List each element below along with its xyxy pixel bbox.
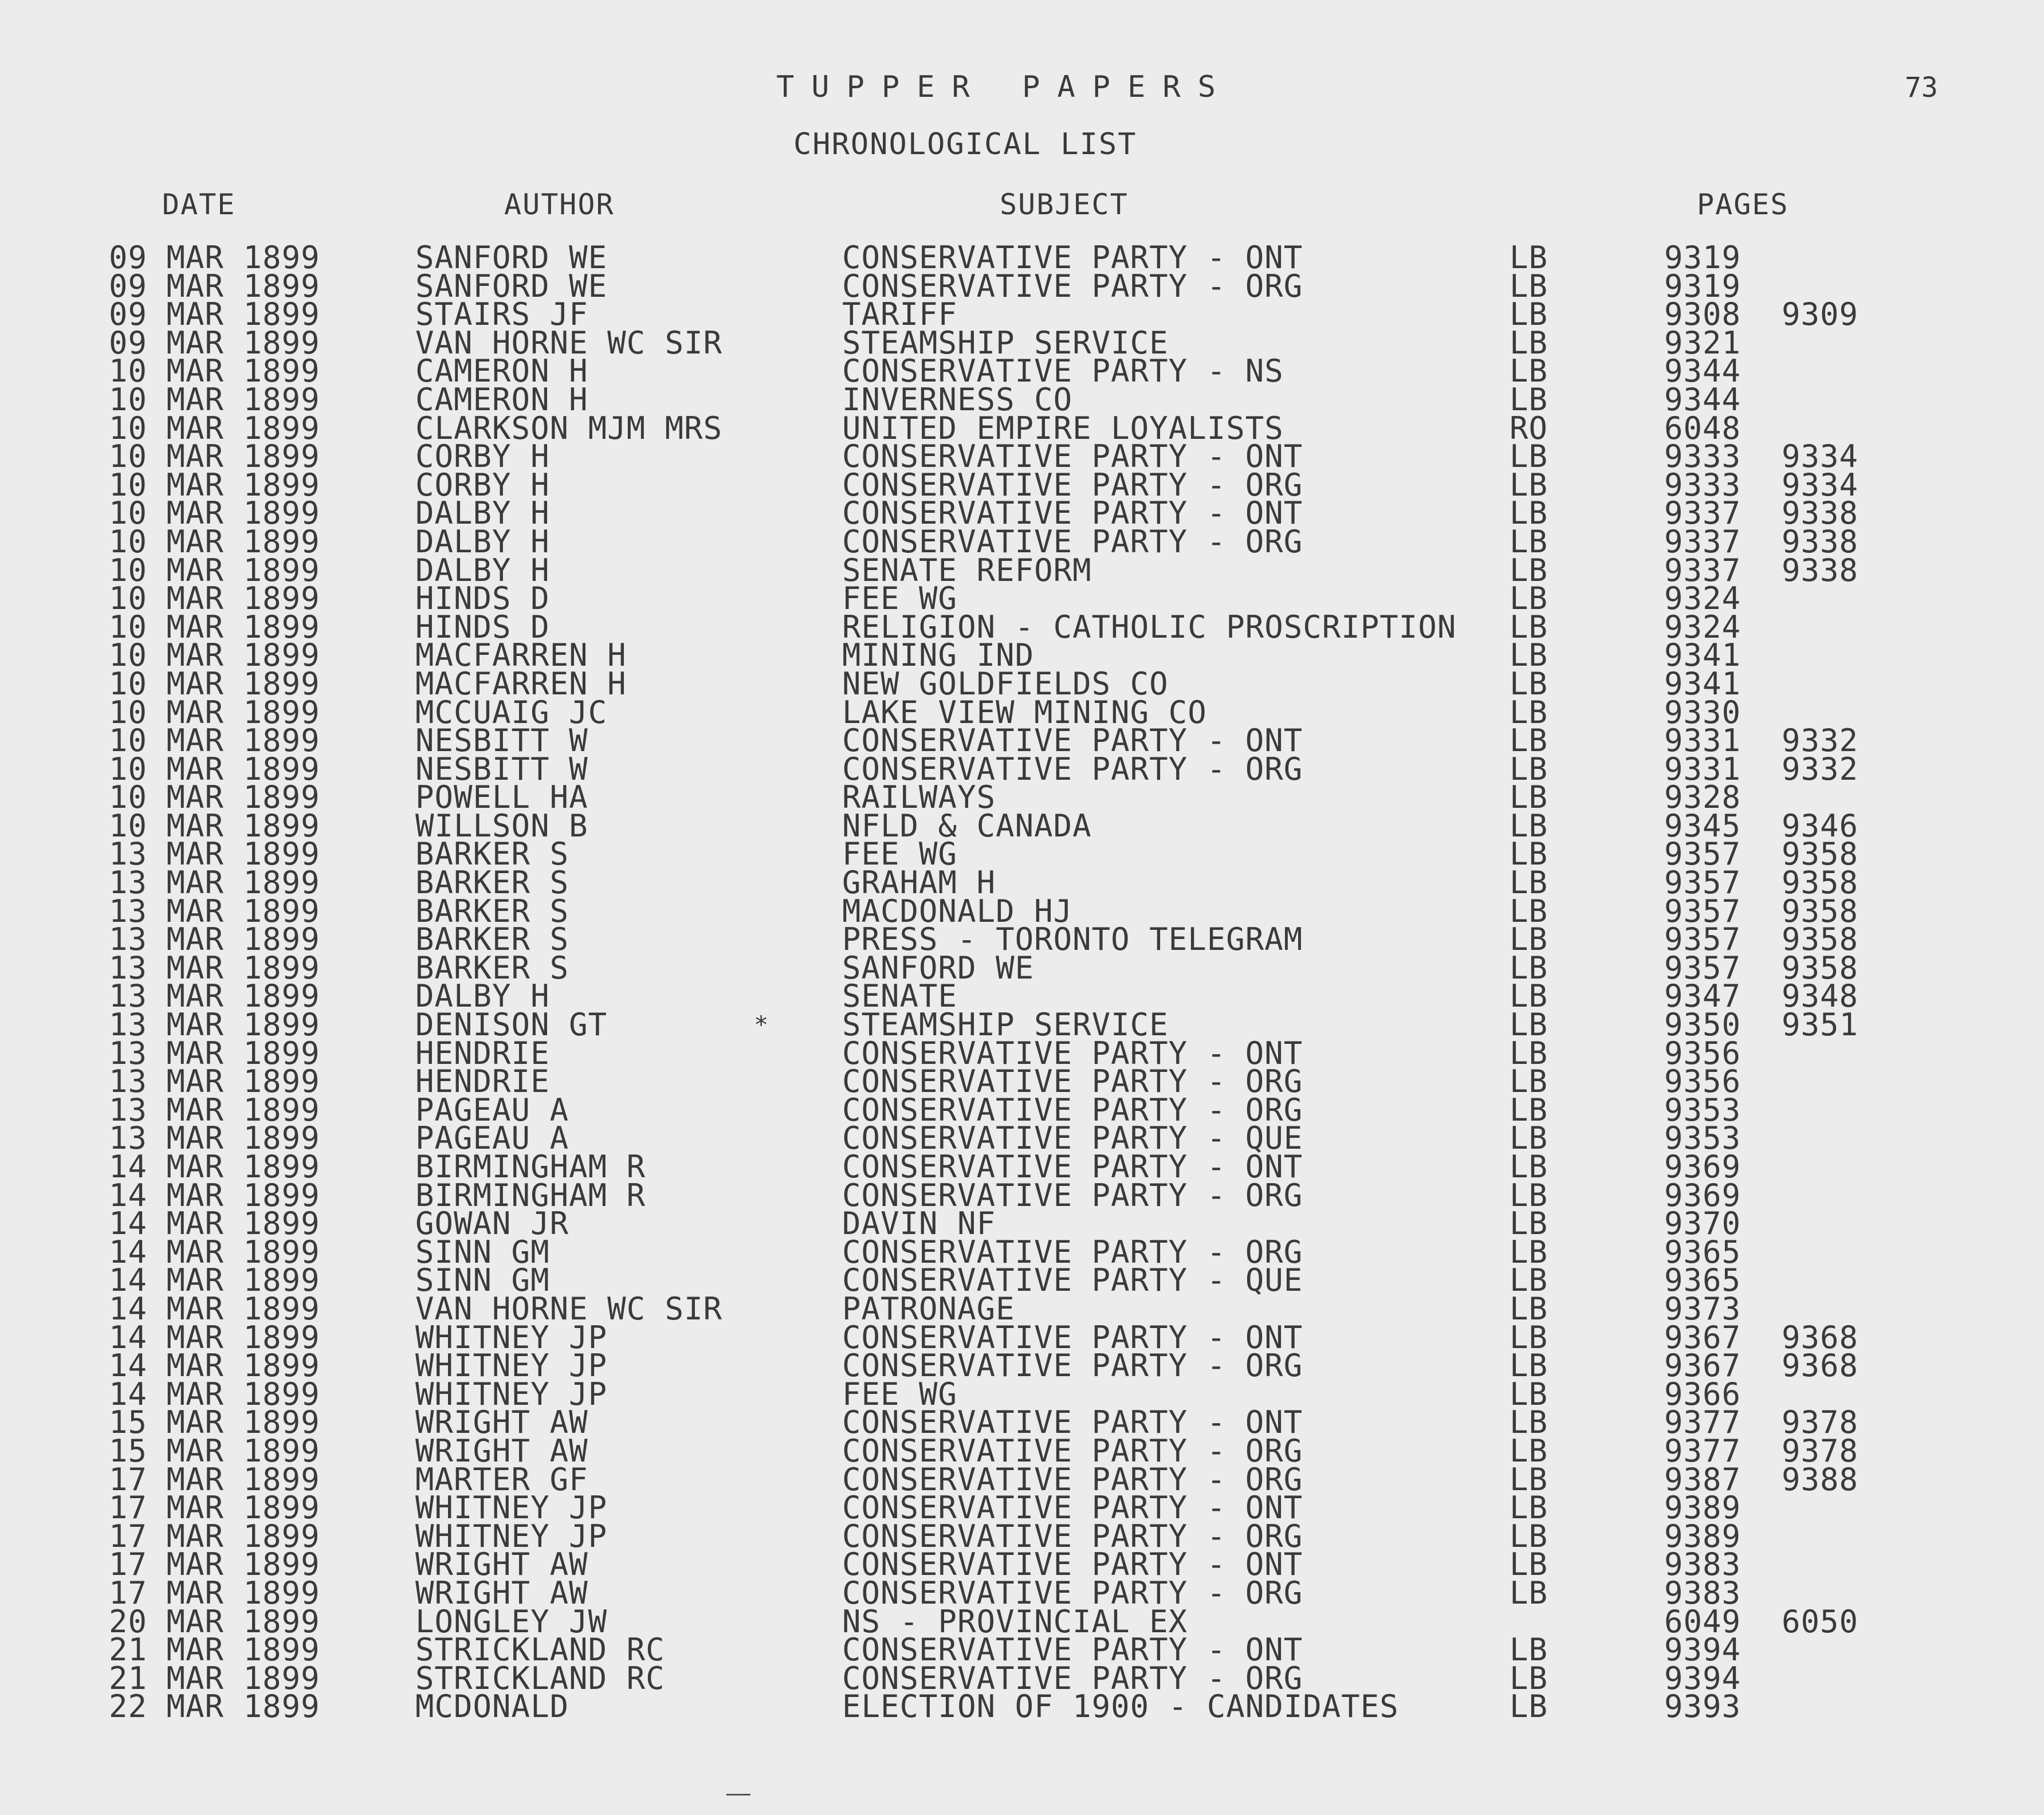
- entry-subject: CONSERVATIVE PARTY - ONT: [842, 239, 1303, 276]
- entry-subject: DAVIN NF: [842, 1205, 996, 1242]
- entry-date: 10 MAR 1899: [109, 523, 320, 560]
- entry-date: 21 MAR 1899: [109, 1660, 320, 1696]
- entry-subject: CONSERVATIVE PARTY - ORG: [842, 1348, 1303, 1384]
- entry-author: WRIGHT AW: [415, 1404, 588, 1441]
- entry-date: 09 MAR 1899: [109, 324, 320, 361]
- entry-date: 17 MAR 1899: [109, 1574, 320, 1611]
- entry-subject: SANFORD WE: [842, 949, 1035, 986]
- entry-subject: CONSERVATIVE PARTY - ONT: [842, 495, 1303, 532]
- entry-page-start: 9324: [1664, 608, 1742, 645]
- entry-author: NESBITT W: [415, 751, 588, 787]
- entry-page-end: 6050: [1782, 1603, 1859, 1640]
- entry-page-start: 9365: [1664, 1262, 1742, 1299]
- entry-page-end: 9338: [1782, 552, 1859, 588]
- entry-date: 13 MAR 1899: [109, 1091, 320, 1128]
- entry-page-start: 9345: [1664, 807, 1742, 844]
- entry-subject: CONSERVATIVE PARTY - ORG: [842, 1660, 1303, 1696]
- entry-page-end: 9338: [1782, 495, 1859, 532]
- entry-author: CAMERON H: [415, 381, 588, 418]
- entry-subject: FEE WG: [842, 1376, 958, 1412]
- entry-code: LB: [1510, 1035, 1548, 1071]
- entry-subject: MINING IND: [842, 637, 1035, 674]
- entry-page-start: 9324: [1664, 580, 1742, 617]
- entry-page-start: 9377: [1664, 1404, 1742, 1441]
- entry-author: BARKER S: [415, 836, 569, 873]
- entry-code: LB: [1510, 580, 1548, 617]
- entry-page-start: 9350: [1664, 1007, 1742, 1043]
- entry-subject: RELIGION - CATHOLIC PROSCRIPTION: [842, 608, 1457, 645]
- entry-author: MCCUAIG JC: [415, 694, 608, 730]
- entry-author: LONGLEY JW: [415, 1603, 608, 1640]
- entry-author: WRIGHT AW: [415, 1574, 588, 1611]
- entry-code: LB: [1510, 1461, 1548, 1498]
- entry-code: LB: [1510, 353, 1548, 390]
- entry-code: LB: [1510, 1233, 1548, 1270]
- entry-date: 14 MAR 1899: [109, 1376, 320, 1412]
- entry-subject: CONSERVATIVE PARTY - ORG: [842, 268, 1303, 304]
- entry-code: LB: [1510, 665, 1548, 702]
- entry-date: 13 MAR 1899: [109, 921, 320, 958]
- entry-page-start: 9369: [1664, 1177, 1742, 1213]
- entry-author: MACFARREN H: [415, 665, 627, 702]
- entry-author: PAGEAU A: [415, 1091, 569, 1128]
- entry-page-start: 9387: [1664, 1461, 1742, 1498]
- entry-author: STRICKLAND RC: [415, 1632, 665, 1668]
- entry-page-start: 9369: [1664, 1149, 1742, 1185]
- entry-page-start: 9333: [1664, 438, 1742, 475]
- entry-date: 14 MAR 1899: [109, 1262, 320, 1299]
- entry-author: WHITNEY JP: [415, 1518, 608, 1554]
- entry-subject: RAILWAYS: [842, 779, 996, 816]
- entry-author: BARKER S: [415, 865, 569, 901]
- entry-code: LB: [1510, 1063, 1548, 1100]
- entry-code: LB: [1510, 807, 1548, 844]
- entry-code: LB: [1510, 1660, 1548, 1696]
- entry-code: LB: [1510, 324, 1548, 361]
- entry-date: 13 MAR 1899: [109, 1035, 320, 1071]
- entry-code: LB: [1510, 1432, 1548, 1469]
- entry-code: LB: [1510, 438, 1548, 475]
- entry-subject: GRAHAM H: [842, 865, 996, 901]
- entry-page-start: 9367: [1664, 1319, 1742, 1356]
- entry-page-start: 9357: [1664, 921, 1742, 958]
- entry-subject: FEE WG: [842, 580, 958, 617]
- entry-author: MARTER GF: [415, 1461, 588, 1498]
- entry-date: 10 MAR 1899: [109, 410, 320, 446]
- entry-page-end: 9358: [1782, 949, 1859, 986]
- entry-page-start: 9344: [1664, 381, 1742, 418]
- entry-page-end: 9348: [1782, 978, 1859, 1015]
- entry-page-start: 9383: [1664, 1546, 1742, 1583]
- column-header-author: AUTHOR: [504, 188, 615, 221]
- entry-code: LB: [1510, 1348, 1548, 1384]
- entry-date: 14 MAR 1899: [109, 1149, 320, 1185]
- entry-code: LB: [1510, 1632, 1548, 1668]
- entry-subject: CONSERVATIVE PARTY - ONT: [842, 722, 1303, 759]
- entry-page-start: 9370: [1664, 1205, 1742, 1242]
- entry-page-start: 9393: [1664, 1688, 1742, 1725]
- entry-author: CLARKSON MJM MRS: [415, 410, 723, 446]
- entry-page-end: 9332: [1782, 722, 1859, 759]
- entry-subject: CONSERVATIVE PARTY - ORG: [842, 1233, 1303, 1270]
- entry-page-end: 9351: [1782, 1007, 1859, 1043]
- entry-code: LB: [1510, 779, 1548, 816]
- entry-code: LB: [1510, 1376, 1548, 1412]
- entry-code: LB: [1510, 239, 1548, 276]
- entry-page-start: 9308: [1664, 296, 1742, 333]
- entry-code: LB: [1510, 1177, 1548, 1213]
- entry-page-start: 9347: [1664, 978, 1742, 1015]
- entry-subject: NEW GOLDFIELDS CO: [842, 665, 1169, 702]
- entry-date: 10 MAR 1899: [109, 495, 320, 532]
- entry-subject: CONSERVATIVE PARTY - ORG: [842, 1461, 1303, 1498]
- entry-author: HINDS D: [415, 580, 550, 617]
- entry-author: DENISON GT: [415, 1007, 608, 1043]
- entry-page-start: 9353: [1664, 1120, 1742, 1157]
- entry-date: 13 MAR 1899: [109, 893, 320, 929]
- entry-page-start: 9337: [1664, 552, 1742, 588]
- entry-date: 10 MAR 1899: [109, 665, 320, 702]
- entry-author: MACFARREN H: [415, 637, 627, 674]
- entry-page-start: 9394: [1664, 1632, 1742, 1668]
- entry-subject: CONSERVATIVE PARTY - ORG: [842, 523, 1303, 560]
- entry-author: VAN HORNE WC SIR: [415, 324, 723, 361]
- entry-date: 10 MAR 1899: [109, 438, 320, 475]
- entry-page-end: 9388: [1782, 1461, 1859, 1498]
- entry-date: 10 MAR 1899: [109, 637, 320, 674]
- entry-date: 10 MAR 1899: [109, 381, 320, 418]
- entry-page-start: 9389: [1664, 1518, 1742, 1554]
- entry-subject: NFLD & CANADA: [842, 807, 1092, 844]
- entry-date: 10 MAR 1899: [109, 608, 320, 645]
- entry-page-start: 9357: [1664, 893, 1742, 929]
- entry-code: LB: [1510, 978, 1548, 1015]
- entry-code: LB: [1510, 1518, 1548, 1554]
- entry-author: SINN GM: [415, 1262, 550, 1299]
- entry-code: LB: [1510, 466, 1548, 503]
- page-number: 73: [1905, 72, 1938, 104]
- entry-subject: STEAMSHIP SERVICE: [842, 1007, 1169, 1043]
- entry-code: LB: [1510, 1490, 1548, 1526]
- entry-subject: CONSERVATIVE PARTY - ONT: [842, 1632, 1303, 1668]
- entry-subject: CONSERVATIVE PARTY - QUE: [842, 1262, 1303, 1299]
- entry-code: RO: [1510, 410, 1548, 446]
- entry-code: LB: [1510, 1290, 1548, 1327]
- entry-subject: CONSERVATIVE PARTY - ONT: [842, 438, 1303, 475]
- entry-subject: SENATE REFORM: [842, 552, 1092, 588]
- entry-author: WHITNEY JP: [415, 1348, 608, 1384]
- entry-page-start: 9377: [1664, 1432, 1742, 1469]
- entry-date: 14 MAR 1899: [109, 1205, 320, 1242]
- entry-subject: PATRONAGE: [842, 1290, 1015, 1327]
- entry-code: LB: [1510, 1149, 1548, 1185]
- entry-date: 15 MAR 1899: [109, 1432, 320, 1469]
- entry-subject: CONSERVATIVE PARTY - ORG: [842, 1177, 1303, 1213]
- entry-subject: NS - PROVINCIAL EX: [842, 1603, 1188, 1640]
- entry-page-start: 9394: [1664, 1660, 1742, 1696]
- entry-page-start: 9344: [1664, 353, 1742, 390]
- entry-author: STAIRS JF: [415, 296, 588, 333]
- entry-page-end: 9368: [1782, 1348, 1859, 1384]
- entry-subject: CONSERVATIVE PARTY - ORG: [842, 1518, 1303, 1554]
- entry-page-end: 9309: [1782, 296, 1859, 333]
- entry-subject: CONSERVATIVE PARTY - ONT: [842, 1404, 1303, 1441]
- entry-date: 17 MAR 1899: [109, 1490, 320, 1526]
- entry-author: POWELL HA: [415, 779, 588, 816]
- entry-date: 21 MAR 1899: [109, 1632, 320, 1668]
- entry-code: LB: [1510, 523, 1548, 560]
- entry-date: 09 MAR 1899: [109, 239, 320, 276]
- entry-code: LB: [1510, 694, 1548, 730]
- entry-page-start: 9321: [1664, 324, 1742, 361]
- entry-date: 13 MAR 1899: [109, 1063, 320, 1100]
- entry-code: LB: [1510, 1262, 1548, 1299]
- entry-author: DALBY H: [415, 523, 550, 560]
- entry-date: 10 MAR 1899: [109, 580, 320, 617]
- entry-subject: PRESS - TORONTO TELEGRAM: [842, 921, 1303, 958]
- entry-code: LB: [1510, 865, 1548, 901]
- entry-author: HENDRIE: [415, 1063, 550, 1100]
- entry-date: 13 MAR 1899: [109, 949, 320, 986]
- entry-code: LB: [1510, 1120, 1548, 1157]
- entry-page-end: 9378: [1782, 1404, 1859, 1441]
- entry-author: WRIGHT AW: [415, 1432, 588, 1469]
- entry-date: 10 MAR 1899: [109, 694, 320, 730]
- entry-subject: FEE WG: [842, 836, 958, 873]
- entry-date: 14 MAR 1899: [109, 1290, 320, 1327]
- entry-author: CAMERON H: [415, 353, 588, 390]
- entry-author: GOWAN JR: [415, 1205, 569, 1242]
- entry-date: 14 MAR 1899: [109, 1233, 320, 1270]
- entry-page-start: 9337: [1664, 495, 1742, 532]
- entry-author: CORBY H: [415, 466, 550, 503]
- entry-author: SINN GM: [415, 1233, 550, 1270]
- entry-author: WRIGHT AW: [415, 1546, 588, 1583]
- entry-date: 10 MAR 1899: [109, 722, 320, 759]
- entry-page-end: 9334: [1782, 438, 1859, 475]
- entry-code: LB: [1510, 637, 1548, 674]
- entry-date: 10 MAR 1899: [109, 466, 320, 503]
- entry-page-start: 6049: [1664, 1603, 1742, 1640]
- entry-page-start: 9357: [1664, 836, 1742, 873]
- entry-code: LB: [1510, 949, 1548, 986]
- entry-subject: SENATE: [842, 978, 958, 1015]
- chronological-list: [0, 239, 2044, 1725]
- entry-page-end: 9338: [1782, 523, 1859, 560]
- entry-page-start: 9341: [1664, 637, 1742, 674]
- entry-page-start: 9366: [1664, 1376, 1742, 1412]
- entry-code: LB: [1510, 381, 1548, 418]
- entry-author: SANFORD WE: [415, 239, 608, 276]
- entry-author: WHITNEY JP: [415, 1319, 608, 1356]
- entry-subject: CONSERVATIVE PARTY - ONT: [842, 1319, 1303, 1356]
- entry-code: LB: [1510, 722, 1548, 759]
- entry-page-start: 9319: [1664, 239, 1742, 276]
- entry-page-end: 9368: [1782, 1319, 1859, 1356]
- entry-author: DALBY H: [415, 978, 550, 1015]
- entry-code: LB: [1510, 1546, 1548, 1583]
- entry-author: WHITNEY JP: [415, 1490, 608, 1526]
- entry-subject: CONSERVATIVE PARTY - ORG: [842, 466, 1303, 503]
- entry-code: LB: [1510, 495, 1548, 532]
- entry-subject: CONSERVATIVE PARTY - ORG: [842, 751, 1303, 787]
- entry-author: DALBY H: [415, 495, 550, 532]
- entry-author: BIRMINGHAM R: [415, 1149, 646, 1185]
- entry-code: LB: [1510, 836, 1548, 873]
- entry-page-start: 9356: [1664, 1035, 1742, 1071]
- entry-page-start: 9337: [1664, 523, 1742, 560]
- entry-code: LB: [1510, 296, 1548, 333]
- entry-date: 10 MAR 1899: [109, 779, 320, 816]
- entry-date: 13 MAR 1899: [109, 1120, 320, 1157]
- entry-subject: CONSERVATIVE PARTY - ORG: [842, 1432, 1303, 1469]
- entry-subject: CONSERVATIVE PARTY - ORG: [842, 1574, 1303, 1611]
- entry-subject: ELECTION OF 1900 - CANDIDATES: [842, 1688, 1399, 1725]
- entry-author: CORBY H: [415, 438, 550, 475]
- entry-page-start: 9353: [1664, 1091, 1742, 1128]
- entry-subject: CONSERVATIVE PARTY - ORG: [842, 1063, 1303, 1100]
- entry-subject: CONSERVATIVE PARTY - QUE: [842, 1120, 1303, 1157]
- entry-date: 20 MAR 1899: [109, 1603, 320, 1640]
- entry-code: LB: [1510, 893, 1548, 929]
- entry-code: LB: [1510, 921, 1548, 958]
- entry-author: BARKER S: [415, 921, 569, 958]
- entry-page-start: 9333: [1664, 466, 1742, 503]
- entry-date: 09 MAR 1899: [109, 296, 320, 333]
- entry-code: LB: [1510, 751, 1548, 787]
- entry-author: HINDS D: [415, 608, 550, 645]
- column-header-subject: SUBJECT: [1000, 188, 1129, 221]
- entry-date: 13 MAR 1899: [109, 1007, 320, 1043]
- entry-author: STRICKLAND RC: [415, 1660, 665, 1696]
- entry-page-end: 9346: [1782, 807, 1859, 844]
- entry-page-start: 9389: [1664, 1490, 1742, 1526]
- entry-page-start: 9365: [1664, 1233, 1742, 1270]
- entry-page-start: 9373: [1664, 1290, 1742, 1327]
- entry-page-start: 9341: [1664, 665, 1742, 702]
- entry-author: HENDRIE: [415, 1035, 550, 1071]
- entry-author: PAGEAU A: [415, 1120, 569, 1157]
- entry-author: BARKER S: [415, 893, 569, 929]
- entry-date: 14 MAR 1899: [109, 1348, 320, 1384]
- entry-subject: CONSERVATIVE PARTY - ONT: [842, 1035, 1303, 1071]
- entry-code: LB: [1510, 268, 1548, 304]
- entry-date: 13 MAR 1899: [109, 978, 320, 1015]
- entry-code: LB: [1510, 1319, 1548, 1356]
- entry-author: MCDONALD: [415, 1688, 569, 1725]
- entry-page-end: 9332: [1782, 751, 1859, 787]
- entry-date: 17 MAR 1899: [109, 1461, 320, 1498]
- entry-page-end: 9358: [1782, 836, 1859, 873]
- column-header-pages: PAGES: [1697, 188, 1789, 221]
- document-subtitle: CHRONOLOGICAL LIST: [793, 127, 1137, 162]
- entry-page-end: 9334: [1782, 466, 1859, 503]
- entry-code: LB: [1510, 1205, 1548, 1242]
- entry-subject: CONSERVATIVE PARTY - NS: [842, 353, 1284, 390]
- entry-author: NESBITT W: [415, 722, 588, 759]
- page-footer-mark: [726, 1794, 750, 1796]
- entry-subject: INVERNESS CO: [842, 381, 1073, 418]
- entry-subject: CONSERVATIVE PARTY - ORG: [842, 1091, 1303, 1128]
- entry-date: 10 MAR 1899: [109, 751, 320, 787]
- entry-subject: CONSERVATIVE PARTY - ONT: [842, 1546, 1303, 1583]
- entry-subject: LAKE VIEW MINING CO: [842, 694, 1207, 730]
- list-entry: [0, 1688, 2044, 1725]
- entry-page-end: 9358: [1782, 865, 1859, 901]
- entry-subject: CONSERVATIVE PARTY - ONT: [842, 1490, 1303, 1526]
- entry-code: LB: [1510, 1404, 1548, 1441]
- entry-date: 14 MAR 1899: [109, 1177, 320, 1213]
- entry-date: 22 MAR 1899: [109, 1688, 320, 1725]
- entry-author: DALBY H: [415, 552, 550, 588]
- entry-code: LB: [1510, 1091, 1548, 1128]
- entry-date: 17 MAR 1899: [109, 1546, 320, 1583]
- entry-page-end: 9378: [1782, 1432, 1859, 1469]
- entry-page-start: 9367: [1664, 1348, 1742, 1384]
- entry-author: WHITNEY JP: [415, 1376, 608, 1412]
- entry-subject: CONSERVATIVE PARTY - ONT: [842, 1149, 1303, 1185]
- entry-subject: UNITED EMPIRE LOYALISTS: [842, 410, 1284, 446]
- entry-page-start: 9331: [1664, 751, 1742, 787]
- entry-mark: *: [754, 1011, 769, 1039]
- entry-page-start: 9319: [1664, 268, 1742, 304]
- entry-date: 14 MAR 1899: [109, 1319, 320, 1356]
- entry-subject: TARIFF: [842, 296, 958, 333]
- entry-code: LB: [1510, 1574, 1548, 1611]
- entry-author: WILLSON B: [415, 807, 588, 844]
- entry-author: BIRMINGHAM R: [415, 1177, 646, 1213]
- entry-code: LB: [1510, 552, 1548, 588]
- entry-date: 10 MAR 1899: [109, 353, 320, 390]
- entry-code: LB: [1510, 1007, 1548, 1043]
- entry-page-end: 9358: [1782, 921, 1859, 958]
- entry-date: 09 MAR 1899: [109, 268, 320, 304]
- entry-subject: STEAMSHIP SERVICE: [842, 324, 1169, 361]
- entry-author: BARKER S: [415, 949, 569, 986]
- entry-date: 13 MAR 1899: [109, 865, 320, 901]
- entry-author: VAN HORNE WC SIR: [415, 1290, 723, 1327]
- entry-date: 10 MAR 1899: [109, 807, 320, 844]
- entry-code: LB: [1510, 1688, 1548, 1725]
- column-header-date: DATE: [162, 188, 236, 221]
- entry-page-start: 9383: [1664, 1574, 1742, 1611]
- entry-page-start: 6048: [1664, 410, 1742, 446]
- entry-page-start: 9357: [1664, 949, 1742, 986]
- entry-page-start: 9357: [1664, 865, 1742, 901]
- entry-author: SANFORD WE: [415, 268, 608, 304]
- entry-code: LB: [1510, 608, 1548, 645]
- document-title: TUPPER PAPERS: [776, 70, 1233, 104]
- entry-date: 17 MAR 1899: [109, 1518, 320, 1554]
- entry-date: 10 MAR 1899: [109, 552, 320, 588]
- entry-date: 15 MAR 1899: [109, 1404, 320, 1441]
- entry-page-start: 9331: [1664, 722, 1742, 759]
- entry-page-start: 9330: [1664, 694, 1742, 730]
- entry-page-end: 9358: [1782, 893, 1859, 929]
- entry-page-start: 9328: [1664, 779, 1742, 816]
- entry-date: 13 MAR 1899: [109, 836, 320, 873]
- entry-subject: MACDONALD HJ: [842, 893, 1073, 929]
- entry-page-start: 9356: [1664, 1063, 1742, 1100]
